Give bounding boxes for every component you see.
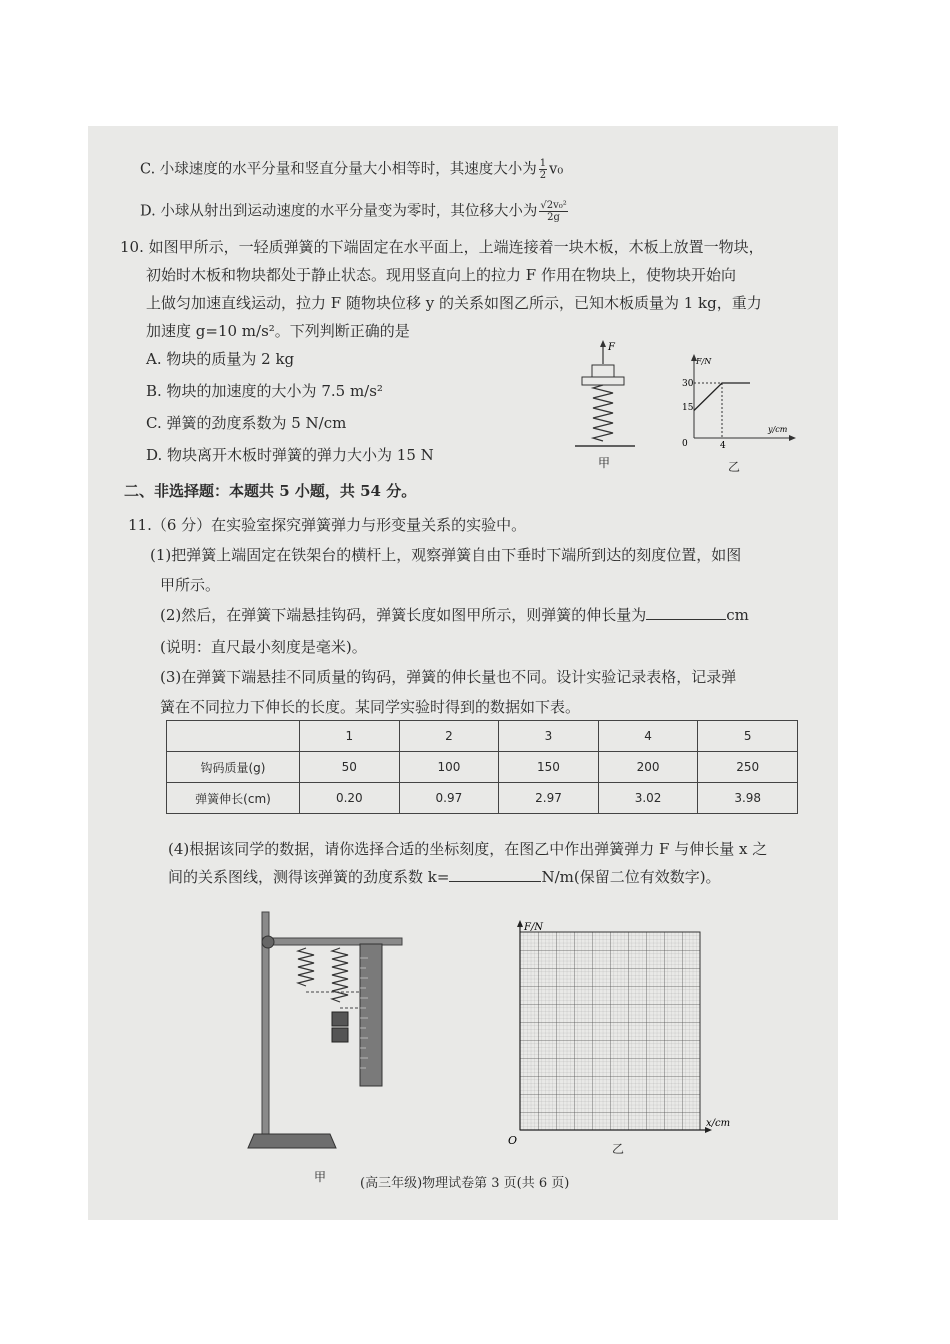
force-arrowhead — [600, 340, 606, 347]
q9-option-c: C. 小球速度的水平分量和竖直分量大小相等时，其速度大小为 $\frac{1}{2}$ v₀ — [140, 158, 564, 181]
fraction: $\frac{1}{2}$ — [539, 158, 547, 181]
grid-y-label: F/N — [524, 922, 544, 933]
q10-fig-jia-caption: 甲 — [598, 456, 611, 470]
q10-stem-line-3: 上做匀加速直线运动，拉力 F 随物块位移 y 的关系如图乙所示，已知木板质量为 1 kg，重力 — [146, 294, 762, 312]
table-cell: 0.20 — [300, 783, 400, 814]
table-cell: 0.97 — [399, 783, 499, 814]
table-cell: 150 — [499, 752, 599, 783]
table-cell: 4 — [598, 721, 698, 752]
answer-blank[interactable] — [646, 607, 726, 620]
table-cell: 200 — [598, 752, 698, 783]
q10-option-a: A. 物块的质量为 2 kg — [146, 350, 295, 368]
force-displacement-graph — [672, 352, 798, 452]
spring-unloaded — [298, 948, 314, 986]
q11-part1-line2: 甲所示。 — [160, 576, 221, 594]
spring — [593, 385, 613, 441]
grid-y-axis-arrow — [517, 920, 523, 927]
table-row — [167, 752, 798, 783]
q9-option-d: D. 小球从射出到运动速度的水平分量变为零时，其位移大小为 $\frac{\text{√2v₀²}}{2g}$ — [140, 200, 567, 223]
y-axis-label: F/N — [696, 357, 712, 366]
table-cell: 1 — [300, 721, 400, 752]
fraction: $\frac{\text{√2v₀²}}{2g}$ — [540, 200, 567, 223]
answer-blank[interactable] — [449, 869, 541, 882]
table-cell: 2.97 — [499, 783, 599, 814]
q11-part1-line1: (1)把弹簧上端固定在铁架台的横杆上，观察弹簧自由下垂时下端所到达的刻度位置，如图 — [150, 546, 742, 564]
table-cell — [167, 721, 300, 752]
y-tick-30: 30 — [682, 379, 694, 389]
board — [582, 377, 624, 385]
table-cell: 50 — [300, 752, 400, 783]
table-cell: 100 — [399, 752, 499, 783]
q10-stem-line-4: 加速度 g=10 m/s²。下列判断正确的是 — [146, 322, 410, 340]
hook-weight-2 — [332, 1028, 348, 1042]
table-cell: 2 — [399, 721, 499, 752]
table-header-row — [167, 721, 798, 752]
q11-part3-line1: (3)在弹簧下端悬挂不同质量的钩码，弹簧的伸长量也不同。设计实验记录表格，记录弹 — [160, 668, 737, 686]
grid-origin-label: O — [508, 1134, 518, 1147]
q11-part4-line1: (4)根据该同学的数据，请你选择合适的坐标刻度，在图乙中作出弹簧弹力 F 与伸长量 x 之 — [168, 840, 768, 858]
table-cell: 3.98 — [698, 783, 798, 814]
x-tick-4: 4 — [720, 441, 726, 451]
block — [592, 365, 614, 377]
q10-stem-line-1: 10. 如图甲所示，一轻质弹簧的下端固定在水平面上，上端连接着一块木板，木板上放置一物块， — [120, 238, 764, 256]
q11-part3-line2: 簧在不同拉力下伸长的长度。某同学实验时得到的数据如下表。 — [160, 698, 581, 716]
q11-fig-jia-caption: 甲 — [314, 1170, 327, 1184]
data-table — [166, 720, 798, 814]
x-axis-arrow — [789, 435, 796, 441]
table-cell: 250 — [698, 752, 798, 783]
force-label: F — [608, 342, 615, 353]
table-cell: 弹簧伸长(cm) — [167, 783, 300, 814]
stand-base — [248, 1134, 336, 1148]
origin-label: 0 — [682, 439, 688, 449]
q10-option-b: B. 物块的加速度的大小为 7.5 m/s² — [146, 382, 383, 400]
q10-option-c: C. 弹簧的劲度系数为 5 N/cm — [146, 414, 347, 432]
grid-x-label: x/cm — [706, 1118, 731, 1129]
q11-fig-yi-caption: 乙 — [612, 1142, 625, 1156]
y-tick-15: 15 — [682, 403, 694, 413]
table-cell: 3.02 — [598, 783, 698, 814]
q11-part2: (2)然后，在弹簧下端悬挂钩码，弹簧长度如图甲所示，则弹簧的伸长量为 cm — [160, 606, 749, 624]
grid-major — [520, 932, 700, 1130]
spring-loaded — [332, 948, 348, 1002]
q10-fig-yi-caption: 乙 — [728, 460, 741, 474]
grid-paper-graph — [502, 916, 742, 1154]
q10-option-d: D. 物块离开木板时弹簧的弹力大小为 15 N — [146, 446, 434, 464]
section-title: 二、非选择题：本题共 5 小题，共 54 分。 — [124, 482, 417, 500]
x-axis-label: y/cm — [768, 425, 788, 434]
table-cell: 钩码质量(g) — [167, 752, 300, 783]
table-cell: 5 — [698, 721, 798, 752]
table-cell: 3 — [499, 721, 599, 752]
ruler — [360, 944, 382, 1086]
page-footer: (高三年级)物理试卷第 3 页(共 6 页) — [360, 1176, 570, 1191]
iron-stand-figure — [240, 908, 420, 1158]
q11-part2-note: (说明：直尺最小刻度是毫米)。 — [160, 638, 367, 656]
clamp-knob — [262, 936, 274, 948]
q11-part4-line2: 间的关系图线，测得该弹簧的劲度系数 k= N/m(保留二位有效数字)。 — [168, 868, 721, 886]
spring-block-figure — [570, 340, 640, 470]
q10-stem-line-2: 初始时木板和物块都处于静止状态。现用竖直向上的拉力 F 作用在物块上，使物块开始向 — [146, 266, 736, 284]
q11-stem: 11.（6 分）在实验室探究弹簧弹力与形变量关系的实验中。 — [128, 516, 527, 534]
hook-weight-1 — [332, 1012, 348, 1026]
table-row — [167, 783, 798, 814]
